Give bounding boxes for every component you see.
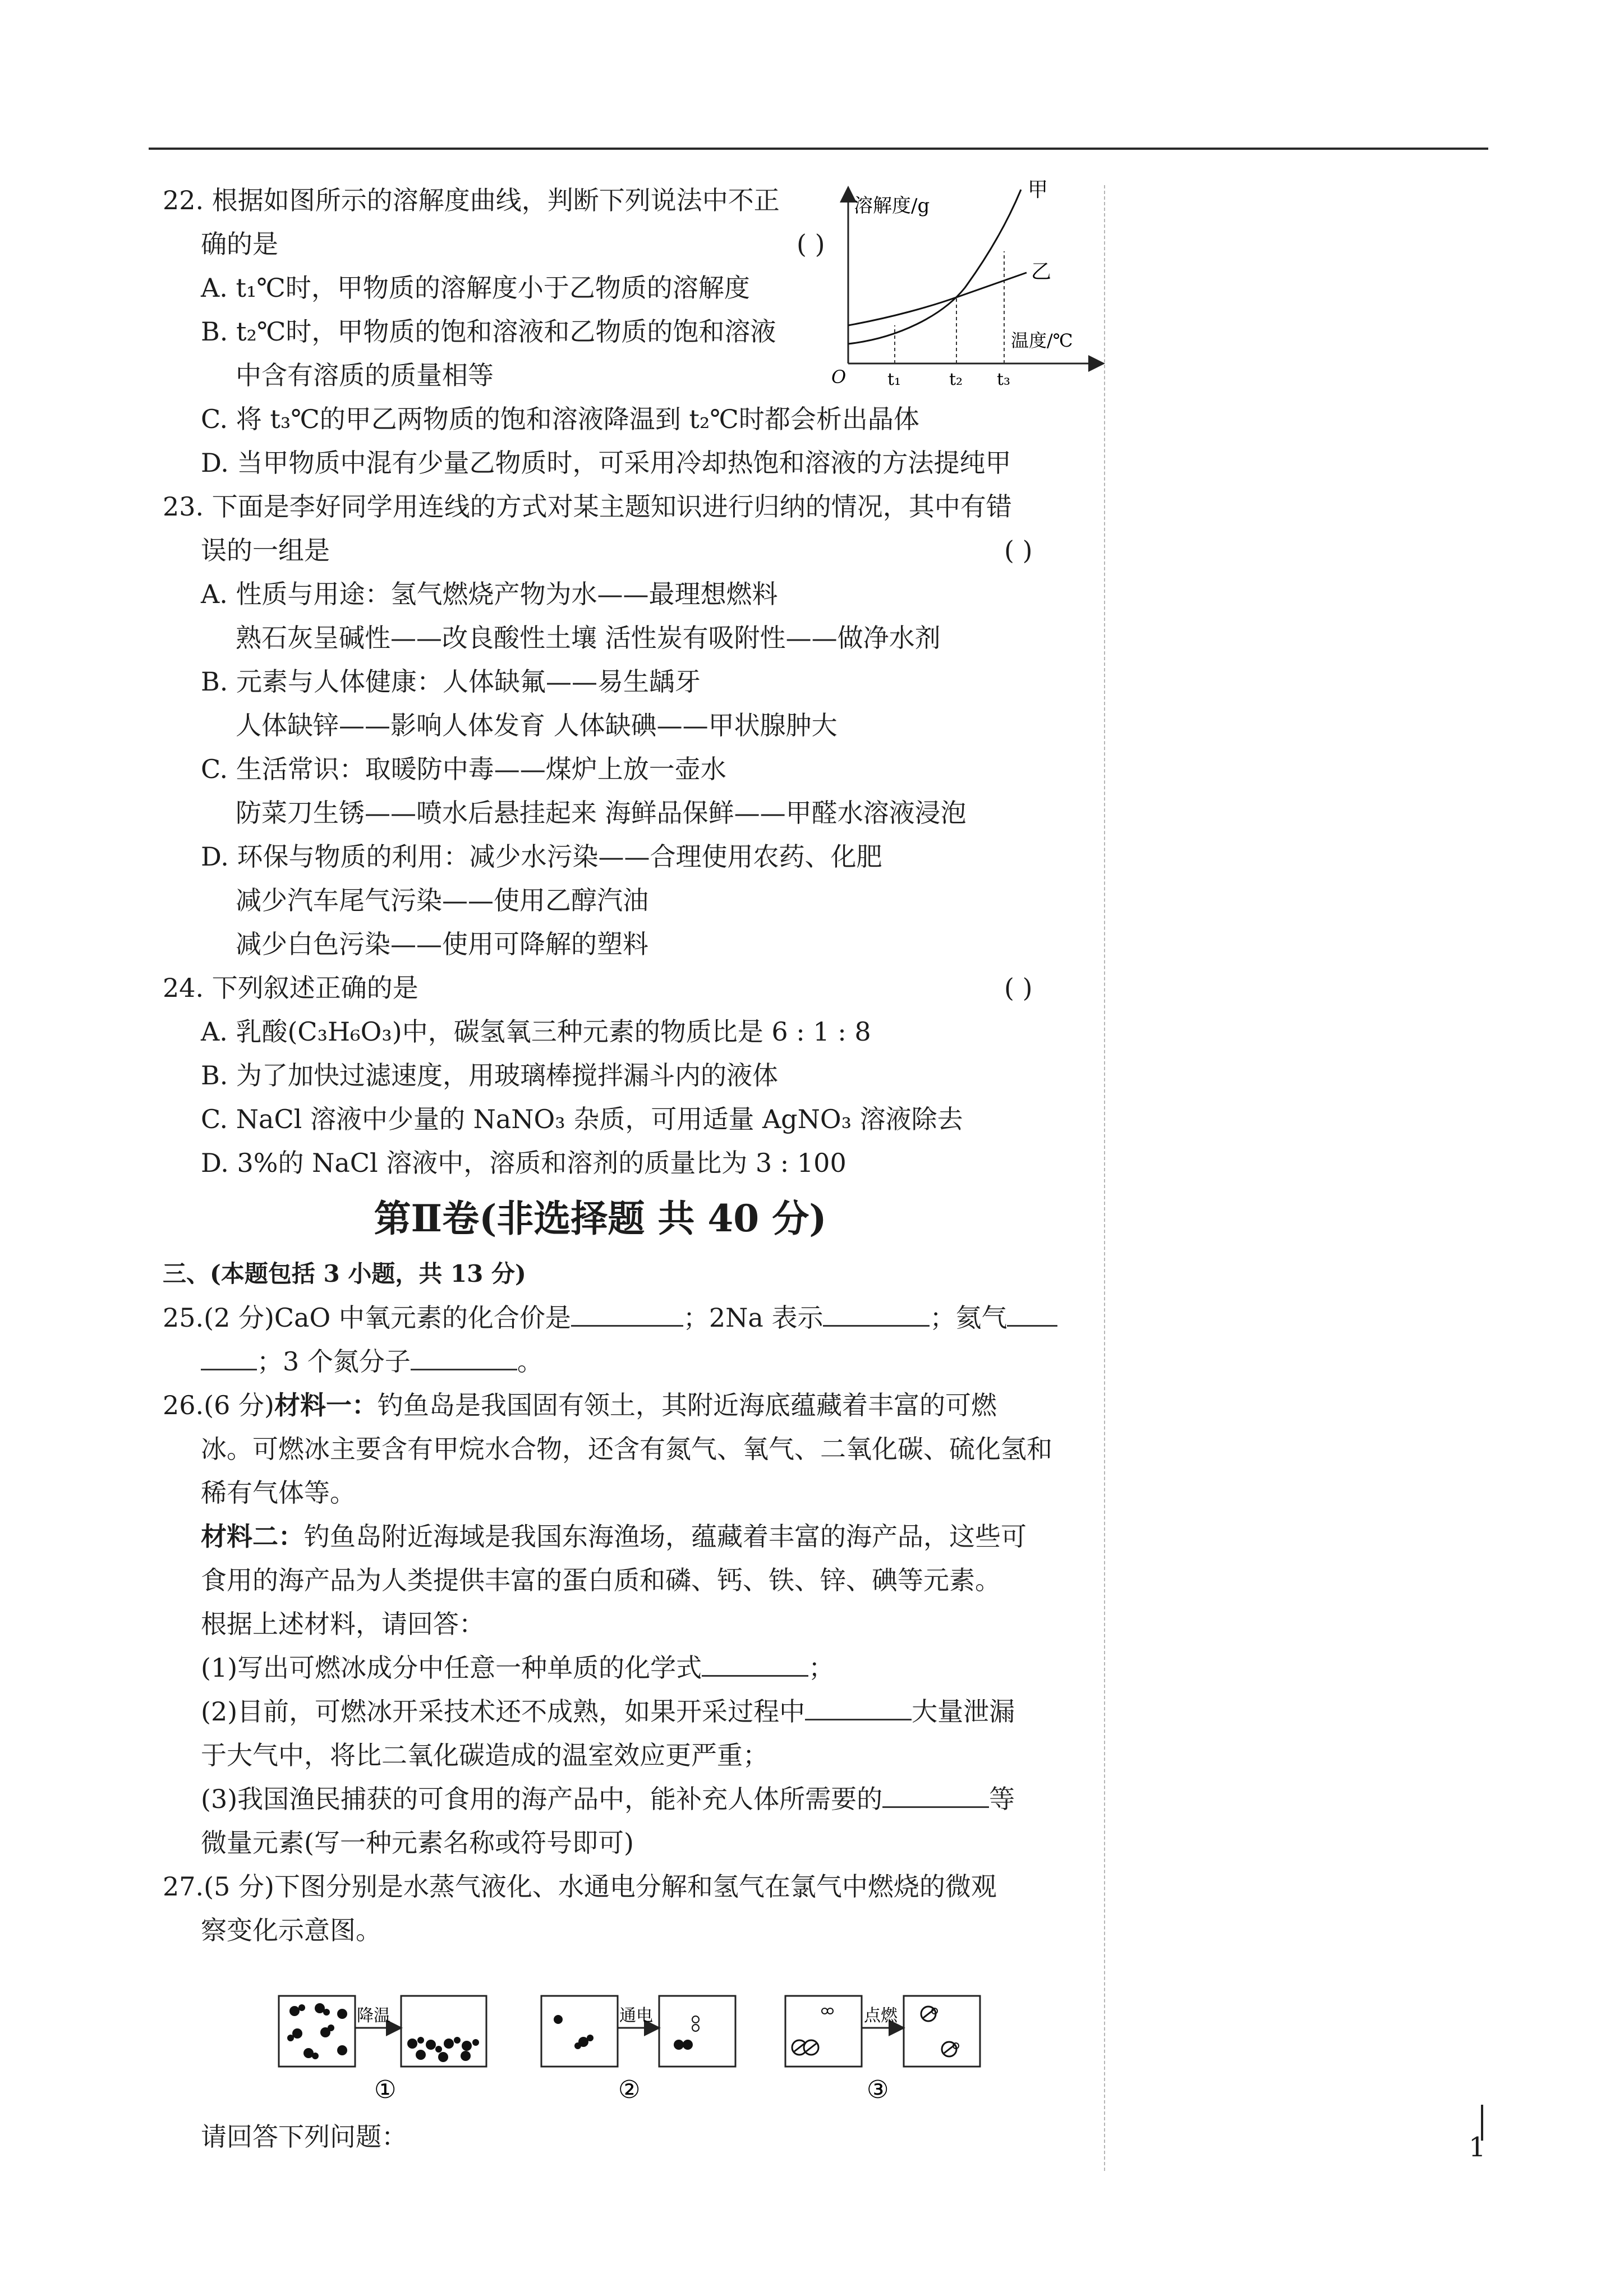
q23-stem-1: 23. 下面是李好同学用连线的方式对某主题知识进行归纳的情况，其中有错 xyxy=(163,491,1012,522)
curve-yi-label: 乙 xyxy=(1031,260,1052,283)
water-molecules-liquid xyxy=(407,2037,479,2062)
q26-material-1-line-1 xyxy=(163,1383,1105,1427)
q22-stem-1: 22. 根据如图所示的溶解度曲线，判断下列说法中不正 xyxy=(163,185,780,215)
q27-stem-2: 察变化示意图。 xyxy=(201,1915,381,1945)
q22-option-b-2: 中含有溶质的质量相等 xyxy=(236,360,494,390)
diagram-2-electrolysis xyxy=(541,1996,735,2101)
q23-option-b-1: B. 元素与人体健康：人体缺氟——易生龋牙 xyxy=(201,666,701,697)
q26-part-1-end: ； xyxy=(808,1653,835,1683)
q24-answer-paren[interactable]: ( ) xyxy=(1004,973,1033,1003)
q25-blank-2[interactable] xyxy=(823,1296,930,1327)
q26-blank-1[interactable] xyxy=(702,1646,808,1677)
label-1: ① xyxy=(374,2076,397,2101)
q23-stem-text: 误的一组是 xyxy=(201,535,330,565)
water-molecules xyxy=(554,2015,594,2049)
part-3-title: 三、(本题包括 3 小题，共 13 分) xyxy=(163,1260,526,1287)
q25-line-2 xyxy=(163,1340,1105,1383)
q23-option-d-2: 减少汽车尾气污染——使用乙醇汽油 xyxy=(236,885,648,915)
tick-t2: t₂ xyxy=(949,370,963,386)
q26-material-2-line-2: 食用的海产品为人类提供丰富的蛋白质和磷、钙、铁、锌、碘等元素。 xyxy=(201,1565,1001,1595)
q22-option-a: A. t₁℃时，甲物质的溶解度小于乙物质的溶解度 xyxy=(201,273,750,303)
q26-part-2-line-1 xyxy=(163,1690,1105,1733)
tick-t1: t₁ xyxy=(887,370,901,386)
q26-ask: 根据上述材料，请回答： xyxy=(201,1609,485,1639)
q26-material-1-line-3: 稀有气体等。 xyxy=(201,1478,356,1508)
q26-material-2-label: 材料二： xyxy=(201,1521,304,1552)
q26-part-2-line-2: 于大气中，将比二氧化碳造成的温室效应更严重； xyxy=(201,1740,769,1770)
curve-yi xyxy=(848,273,1027,325)
q23-option-c-1: C. 生活常识：取暖防中毒——煤炉上放一壶水 xyxy=(201,754,726,784)
q22-option-d: D. 当甲物质中混有少量乙物质时，可采用冷却热饱和溶液的方法提纯甲 xyxy=(201,448,1011,478)
q26-part-2-text-a: (2)目前，可燃冰开采技术还不成熟，如果开采过程中 xyxy=(201,1696,806,1727)
q24-option-a: A. 乳酸(C₃H₆O₃)中，碳氢氧三种元素的物质比是 6 : 1 : 8 xyxy=(201,1016,871,1047)
label-2: ② xyxy=(618,2076,641,2101)
q25-line-1 xyxy=(163,1296,1105,1340)
q26-blank-3[interactable] xyxy=(882,1777,989,1808)
reactant-molecules xyxy=(792,2008,833,2055)
top-rule xyxy=(149,148,1488,150)
arrow-1-label: 降温 xyxy=(357,2006,390,2026)
q22-option-c: C. 将 t₃℃的甲乙两物质的饱和溶液降温到 t₂℃时都会析出晶体 xyxy=(201,404,919,434)
q26-number: 26.(6 分) xyxy=(163,1390,274,1420)
q26-part-1-text: (1)写出可燃冰成分中任意一种单质的化学式 xyxy=(201,1653,702,1683)
q22-answer-paren[interactable]: ( ) xyxy=(797,229,825,259)
q25-text-1: 25.(2 分)CaO 中氧元素的化合价是 xyxy=(163,1303,571,1333)
q24-stem-text: 24. 下列叙述正确的是 xyxy=(163,973,418,1003)
q23-option-b-2: 人体缺锌——影响人体发育 人体缺碘——甲状腺肿大 xyxy=(236,710,838,740)
q25-blank-3a[interactable] xyxy=(1007,1296,1057,1327)
tick-t3: t₃ xyxy=(997,370,1011,386)
q26-part-1 xyxy=(163,1646,1105,1690)
q23-option-a-1: A. 性质与用途：氢气燃烧产物为水——最理想燃料 xyxy=(201,579,778,609)
q26-part-3-line-1 xyxy=(163,1777,1105,1821)
q26-part-3-text-b: 等 xyxy=(989,1784,1015,1814)
product-molecules xyxy=(674,2016,699,2050)
q23-option-c-2: 防菜刀生锈——喷水后悬挂起来 海鲜品保鲜——甲醛水溶液浸泡 xyxy=(236,798,967,828)
q27-stem-1: 27.(5 分)下图分别是水蒸气液化、水通电分解和氢气在氯气中燃烧的微观 xyxy=(163,1871,997,1902)
q22-stem-text: 确的是 xyxy=(201,229,278,259)
q25-text-2: ；2Na 表示 xyxy=(683,1303,823,1333)
q26-part-3-line-2: 微量元素(写一种元素名称或符号即可) xyxy=(201,1828,634,1858)
q24-stem xyxy=(163,966,1105,1010)
q24-option-b: B. 为了加快过滤速度，用玻璃棒搅拌漏斗内的液体 xyxy=(201,1060,779,1091)
arrow-2-label: 通电 xyxy=(619,2006,653,2026)
q23-answer-paren[interactable]: ( ) xyxy=(1004,535,1033,565)
q26-material-2-line-1 xyxy=(163,1515,1105,1558)
x-axis-label: 温度/℃ xyxy=(1011,330,1073,351)
y-axis-label: 溶解度/g xyxy=(854,195,930,217)
q25-text-5: 。 xyxy=(517,1346,543,1377)
q22-option-b-1: B. t₂℃时，甲物质的饱和溶液和乙物质的饱和溶液 xyxy=(201,316,776,347)
diagram-3-combustion xyxy=(785,1996,980,2101)
curve-jia-label: 甲 xyxy=(1028,178,1048,201)
q25-text-3: ；氦气 xyxy=(930,1303,1007,1333)
arrow-3-label: 点燃 xyxy=(864,2006,898,2026)
q24-option-d: D. 3%的 NaCl 溶液中，溶质和溶剂的质量比为 3 : 100 xyxy=(201,1148,846,1178)
product-molecules-hcl xyxy=(921,2007,959,2056)
q27-ask: 请回答下列问题： xyxy=(201,2122,407,2152)
q26-material-2-text: 钓鱼岛附近海域是我国东海渔场，蕴藏着丰富的海产品，这些可 xyxy=(304,1521,1027,1552)
page-number: 1 xyxy=(1469,2132,1486,2163)
q27-particle-diagrams xyxy=(264,1989,1027,2101)
label-3: ③ xyxy=(867,2076,889,2101)
section-2-title: 第Ⅱ卷(非选择题 共 40 分) xyxy=(374,1197,827,1240)
diagram-1-liquefaction xyxy=(279,1996,486,2101)
q26-part-3-text-a: (3)我国渔民捕获的可食用的海产品中，能补充人体所需要的 xyxy=(201,1784,883,1814)
q26-material-1-label: 材料一： xyxy=(274,1390,378,1420)
q23-option-d-3: 减少白色污染——使用可降解的塑料 xyxy=(236,929,648,959)
origin-label: O xyxy=(831,366,846,386)
q25-text-4: ；3 个氮分子 xyxy=(257,1346,411,1377)
solubility-curve-diagram xyxy=(813,178,1105,386)
q25-blank-1[interactable] xyxy=(571,1296,683,1327)
q24-option-c: C. NaCl 溶液中少量的 NaNO₃ 杂质，可用适量 AgNO₃ 溶液除去 xyxy=(201,1104,963,1134)
q26-material-1-text: 钓鱼岛是我国固有领土，其附近海底蕴藏着丰富的可燃 xyxy=(377,1390,997,1420)
q26-blank-2[interactable] xyxy=(805,1690,912,1720)
q25-blank-3b[interactable] xyxy=(201,1340,257,1370)
water-molecules-gas xyxy=(287,2003,347,2059)
q23-stem-2 xyxy=(163,528,1105,572)
q23-option-a-2: 熟石灰呈碱性——改良酸性土壤 活性炭有吸附性——做净水剂 xyxy=(236,623,941,653)
q26-part-2-text-b: 大量泄漏 xyxy=(912,1696,1015,1727)
left-column xyxy=(163,178,1105,1952)
q25-blank-4[interactable] xyxy=(411,1340,517,1370)
q26-material-1-line-2: 冰。可燃冰主要含有甲烷水合物，还含有氮气、氧气、二氧化碳、硫化氢和 xyxy=(201,1434,1052,1464)
q23-option-d-1: D. 环保与物质的利用：减少水污染——合理使用农药、化肥 xyxy=(201,841,882,872)
